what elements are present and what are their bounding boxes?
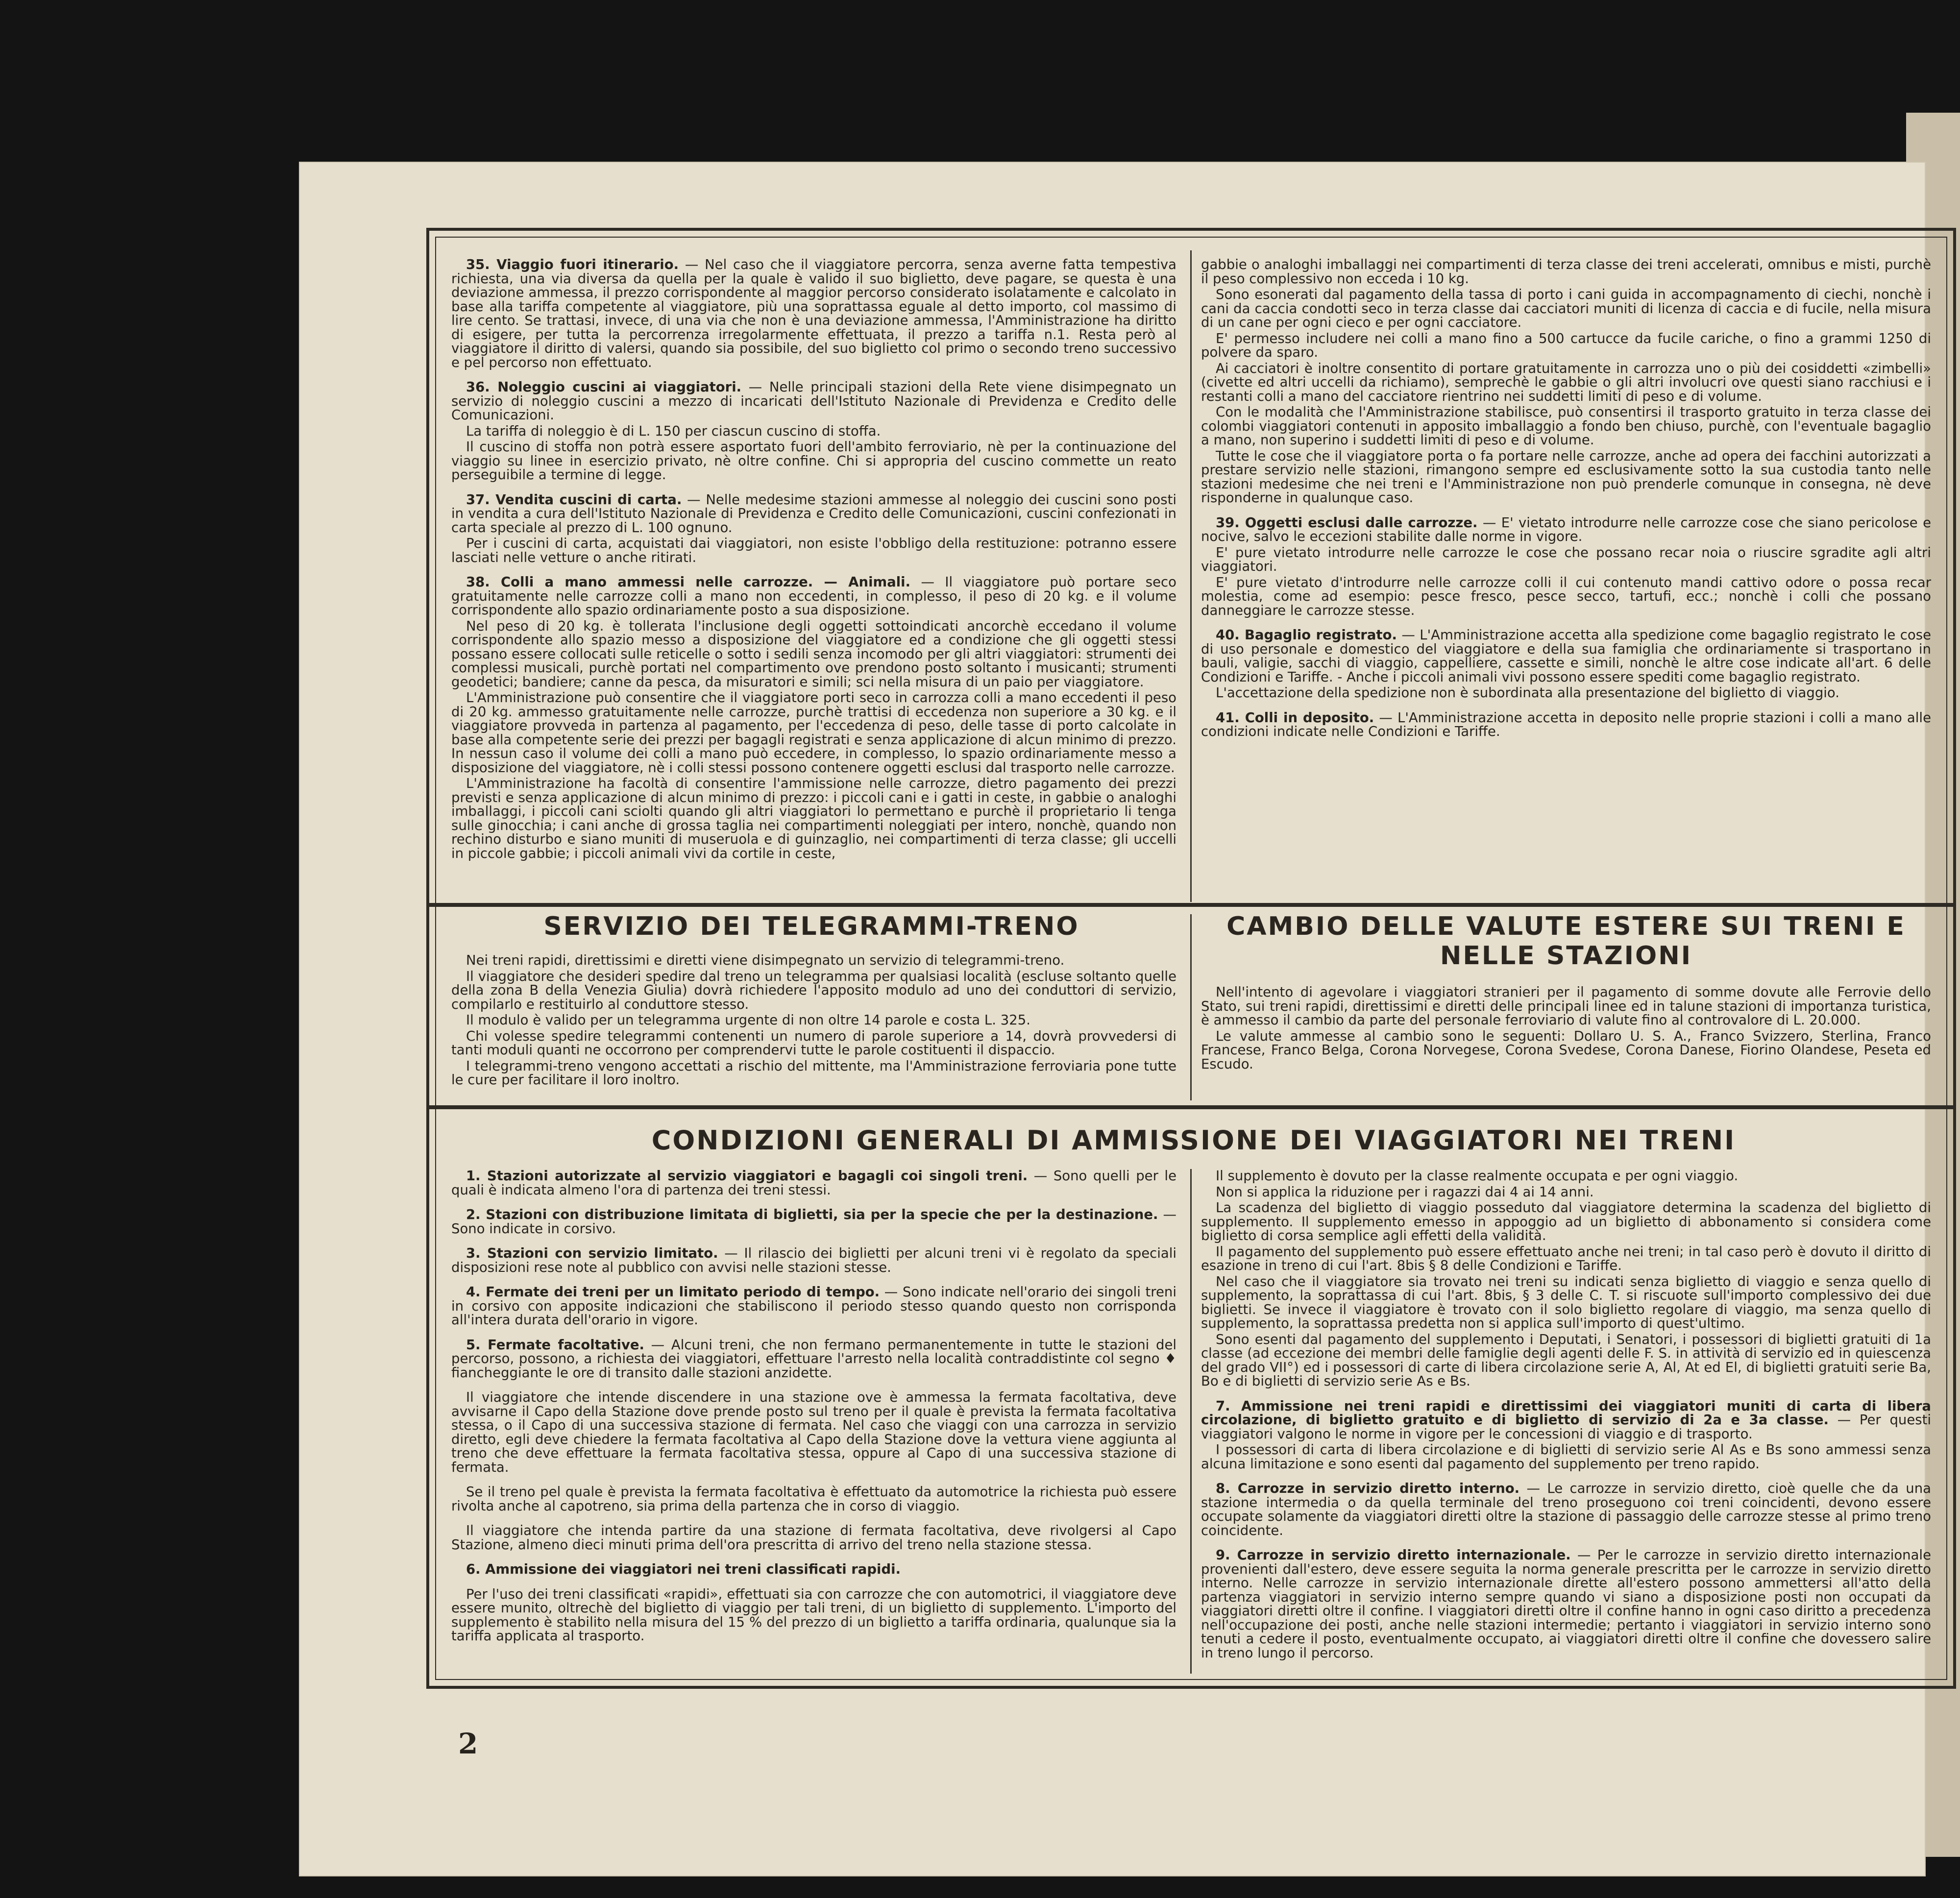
article-text: Ai cacciatori è inoltre consentito di portare gratuitamente in carrozza uno o più dei cosiddetti «zimbelli» (civette ed altri uccelli da richiamo), semprechè le gabbie o gli altri involucri ove questi siano racchiusi e i restanti colli a mano del cacciatore rientrino nei suddetti limiti di peso e di volume. xyxy=(1201,360,1931,404)
body-paragraph: Nei treni rapidi, direttissimi e diretti viene disimpegnato un servizio di telegrammi-treno. xyxy=(466,952,1065,968)
article-text: Non si applica la riduzione per i ragazzi dai 4 ai 14 anni. xyxy=(1216,1184,1594,1200)
article-heading: 36. Noleggio cuscini ai viaggiatori. xyxy=(466,379,742,395)
article-paragraph xyxy=(451,1485,1176,1513)
article-text: — Nel caso che il viaggiatore percorra, senza averne fatta tempestiva richiesta, una via diversa da quella per la quale è valido il suo biglietto, deve pagare, se questa è una deviazione ammessa, il prezzo corrispondente al maggior percorso considerato isolatamente e calcolato in base alla tariffa competente al viaggiatore, più una soprattassa eguale al detto importo, col massimo di lire cento. Se trattasi, invece, di una via che non è una deviazione ammessa, l'Amministrazione ha diritto di esigere, per tutta la percorrenza irregolarmente effettuata, il prezzo a tariffa n.1. Resta però al viaggiatore il diritto di valersi, quando sia possibile, del suo biglietto col primo o secondo treno successivo e pel percorso non effettuato. xyxy=(451,257,1176,370)
article-text: — Sono indicate nell'orario dei singoli treni in corsivo con apposite indicazioni che stabiliscono il periodo stesso quando questo non corrisponda all'intera durata dell'orario in vigore. xyxy=(451,1284,1176,1328)
article-paragraph xyxy=(451,575,1176,617)
article-paragraph xyxy=(451,536,1176,564)
article-paragraph xyxy=(1201,1482,1931,1537)
body-paragraph: Il viaggiatore che desideri spedire dal treno un telegramma per qualsiasi località (escluse soltanto quelle della zona B della Venezia Giulia) dovrà richiedere l'apposito modulo ad uno dei conduttori di servizio, compilarlo e restituirlo al conduttore stesso. xyxy=(451,968,1176,1012)
content-frame xyxy=(426,228,1956,1689)
article-text: L'accettazione della spedizione non è subordinata alla presentazione del biglietto di viaggio. xyxy=(1216,685,1840,701)
article-heading: 37. Vendita cuscini di carta. xyxy=(466,491,682,508)
article-text: — E' vietato introdurre nelle carrozze cose che siano pericolose e nocive, salvo le eccezioni stabilite dalle norme in vigore. xyxy=(1201,514,1931,544)
top-left-column xyxy=(451,258,1176,862)
article-paragraph xyxy=(451,691,1176,775)
article-paragraph xyxy=(1201,258,1931,286)
article-paragraph xyxy=(451,1246,1176,1274)
article-text: — Nelle principali stazioni della Rete viene disimpegnato un servizio di noleggio cuscini a mezzo di incaricati dell'Istituto Nazionale di Previdenza e Credito delle Comunicazioni. xyxy=(451,379,1176,423)
article-text: Per l'uso dei treni classificati «rapidi», effettuati sia con carrozze che con automotrici, il viaggiatore deve essere munito, oltrechè del biglietto di viaggio per tali treni, di un biglietto di supplemento. L'importo del supplemento è stabilito nella misura del 15 % del prezzo di un biglietto a tariffa ordinaria, qualunque sia la tariffa applicata al trasporto. xyxy=(451,1586,1176,1644)
article-text: — L'Amministrazione accetta in deposito nelle proprie stazioni i colli a mano alle condizioni indicate nelle Condizioni e Tariffe. xyxy=(1201,709,1931,739)
article-text: — Il rilascio dei biglietti per alcuni treni vi è regolato da speciali disposizioni rese note al pubblico con avvisi nelle stazioni stesse. xyxy=(451,1245,1177,1275)
article-text: gabbie o analoghi imballaggi nei compartimenti di terza classe dei treni accelerati, omnibus e misti, purchè il peso complessivo non ecceda i 10 kg. xyxy=(1201,257,1931,287)
article-text: E' permesso includere nei colli a mano fino a 500 cartucce da fucile cariche, o fino a grammi 1250 di polvere da sparo. xyxy=(1201,330,1931,360)
article-paragraph xyxy=(1201,449,1931,505)
body-paragraph: Il modulo è valido per un telegramma urgente di non oltre 14 parole e costa L. 325. xyxy=(466,1012,1030,1028)
article-paragraph xyxy=(451,493,1176,535)
column-divider-mid xyxy=(1190,914,1192,1100)
article-paragraph xyxy=(451,1390,1176,1474)
article-text: Il pagamento del supplemento può essere effettuato anche nei treni; in tal caso però è dovuto il diritto di esazione in treno di cui l'art. 8bis § 8 delle Condizioni e Tariffe. xyxy=(1201,1243,1931,1273)
article-heading: 7. Ammissione nei treni rapidi e direttissimi dei viaggiatori muniti di carta di libera circolazione, di biglietto gratuito e di biglietto di servizio di 2a e 3a classe. xyxy=(1201,1398,1931,1428)
article-heading: 2. Stazioni con distribuzione limitata di biglietti, sia per la specie che per la destinazione. xyxy=(466,1207,1158,1222)
article-text: Il cuscino di stoffa non potrà essere asportato fuori dell'ambito ferroviario, nè per la continuazione del viaggio su linee in esercizio privato, nè oltre confine. Chi si appropria del cuscino commette un reato perseguibile a termine di legge. xyxy=(451,439,1176,483)
article-paragraph xyxy=(1201,1548,1931,1660)
article-text: — Per questi viaggiatori valgono le norme in vigore per le concessioni di viaggio e di trasporto. xyxy=(1201,1412,1931,1442)
article-paragraph xyxy=(1201,405,1931,447)
article-text: Se il treno pel quale è prevista la fermata facoltativa è effettuato da automotrice la richiesta può essere rivolta anche al capotreno, sia prima della partenza che in corso di viaggio. xyxy=(451,1484,1176,1514)
article-paragraph xyxy=(1201,1201,1931,1243)
article-text: Sono esenti dal pagamento del supplemento i Deputati, i Senatori, i possessori di biglietti gratuiti di 1a classe (ad eccezione dei membri delle famiglie degli agenti delle F. S. in attività di servizio ed in quiescenza del grado VII°) ed i possessori di carte di libera circolazione serie A, Al, At ed El, di biglietti gratuiti serie Ba, Bo e di biglietti di servizio serie As e Bs. xyxy=(1201,1331,1931,1389)
article-paragraph xyxy=(451,1169,1176,1197)
article-text: Nel peso di 20 kg. è tollerata l'inclusione degli oggetti sottoindicati ancorchè eccedano il volume corrispondente allo spazio messo a disposizione del viaggiatore ed a condizione che gli oggetti stessi possano essere collocati sulle reticelle o sotto i sedili senza incomodo per gli altri viaggiatori: strumenti dei complessi musicali, purchè portati nel compartimento ove prendono posto soltanto i musicanti; strumenti geodetici; bandiere; canne da pesca, da misuratori e simili; sci nella misura di un paio per viaggiatore. xyxy=(451,618,1176,690)
article-paragraph xyxy=(1201,628,1931,684)
page-number: 2 xyxy=(458,1727,478,1760)
article-paragraph xyxy=(1201,1245,1931,1273)
article-paragraph xyxy=(1201,1275,1931,1331)
body-paragraph: I telegrammi-treno vengono accettati a rischio del mittente, ma l'Amministrazione ferroviaria pone tutte le cure per facilitare il loro inoltro. xyxy=(451,1058,1176,1088)
article-heading: 35. Viaggio fuori itinerario. xyxy=(466,257,679,272)
article-text: — Alcuni treni, che non fermano permanentemente in tutte le stazioni del percorso, possono, a richiesta dei viaggiatori, effettuare l'arresto nella località contraddistinte col segno ♦ fiancheggiante le ore di transito dalle stazioni anzidette. xyxy=(451,1337,1177,1381)
article-text: E' pure vietato d'introdurre nelle carrozze colli il cui contenuto mandi cattivo odore o possa recar molestia, come ad esempio: pesce fresco, pesce secco, tartufi, ecc.; nonchè i colli che possano danneggiare le carrozze stesse. xyxy=(1201,574,1931,618)
article-text: La scadenza del biglietto di viaggio posseduto dal viaggiatore determina la scadenza del biglietto di supplemento. Il supplemento emesso in appoggio ad un biglietto di abbonamento si considera come biglietto di corsa semplice agli effetti della validità. xyxy=(1201,1200,1931,1243)
article-paragraph xyxy=(1201,362,1931,404)
article-text: L'Amministrazione ha facoltà di consentire l'ammissione nelle carrozze, dietro pagamento dei prezzi previsti e senza applicazione di alcun minimo di prezzo: i piccoli cani e i gatti in ceste, in gabbie o analoghi imballaggi, i piccoli cani sciolti quando gli altri viaggiatori lo permettano e purchè il proprietario li tenga sulle ginocchia; i cani anche di grossa taglia nei compartimenti noleggiati per intero, nonchè, quando non rechino disturbo e siano muniti di museruola e di guinzaglio, nei compartimenti di terza classe; gli uccelli in piccole gabbie; i piccoli animali vivi da cortile in ceste, xyxy=(451,776,1176,861)
article-text: Il viaggiatore che intenda partire da una stazione di fermata facoltativa, deve rivolgersi al Capo Stazione, almeno dieci minuti prima dell'ora prescritta di arrivo del treno nella stazione stessa. xyxy=(451,1523,1176,1553)
article-paragraph xyxy=(1201,1333,1931,1388)
article-paragraph xyxy=(1201,332,1931,360)
article-text: Tutte le cose che il viaggiatore porta o fa portare nelle carrozze, anche ad opera dei facchini autorizzati a prestare servizio nelle stazioni, rimangono sempre ed esclusivamente sotto la sua custodia tanto nelle stazioni medesime che nei treni e l'Amministrazione non può prenderle comunque in consegna, nè deve risponderne in qualunque caso. xyxy=(1201,448,1931,506)
article-text: — Il viaggiatore può portare seco gratuitamente nelle carrozze colli a mano non eccedenti, in complesso, il peso di 20 kg. e il volume corrispondente allo spazio ordinariamente posto a sua disposizione. xyxy=(451,574,1176,618)
article-paragraph xyxy=(1201,711,1931,739)
column-divider-top xyxy=(1190,250,1192,902)
telegrammi-body xyxy=(451,953,1176,1089)
article-heading: 4. Fermate dei treni per un limitato periodo di tempo. xyxy=(466,1284,880,1300)
article-text: — Sono quelli per le quali è indicata almeno l'ora di partenza dei treni stessi. xyxy=(451,1168,1176,1198)
article-heading: 8. Carrozze in servizio diretto interno. xyxy=(1216,1481,1520,1496)
article-paragraph xyxy=(451,380,1176,422)
article-paragraph xyxy=(451,619,1176,689)
article-text: La tariffa di noleggio è di L. 150 per ciascun cuscino di stoffa. xyxy=(466,423,881,439)
article-paragraph xyxy=(1201,288,1931,330)
article-text: Il supplemento è dovuto per la classe realmente occupata e per ogni viaggio. xyxy=(1216,1168,1739,1184)
article-paragraph xyxy=(1201,1399,1931,1441)
article-paragraph xyxy=(451,440,1176,482)
article-paragraph xyxy=(451,777,1176,860)
article-heading: 39. Oggetti esclusi dalle carrozze. xyxy=(1216,514,1478,531)
article-text: Con le modalità che l'Amministrazione stabilisce, può consentirsi il trasporto gratuito in terza classe dei colombi viaggiatori contenuti in apposito imballaggio a fondo ben chiuso, purchè, con l'eventuale bagaglio a mano, non superino i suddetti limiti di peso e di volume. xyxy=(1201,404,1931,448)
article-paragraph xyxy=(1201,1169,1931,1183)
body-paragraph: Le valute ammesse al cambio sono le seguenti: Dollaro U. S. A., Franco Svizzero, Sterlina, Franco Francese, Franco Belga, Corona Norvegese, Corona Svedese, Corona Danese, Fiorino Olandese, Peseta ed Escudo. xyxy=(1201,1028,1931,1072)
article-paragraph xyxy=(451,1208,1176,1236)
article-text: Il viaggiatore che intende discendere in una stazione ove è ammessa la fermata facoltativa, deve avvisarne il Capo della Stazione dove prende posto sul treno per il quale è prevista la fermata facoltativa stessa, o il Capo di una successiva stazione di fermata. Nel caso che viaggi con una carrozza in servizio diretto, egli deve chiedere la fermata facoltativa al Capo della Stazione dove la vettura viene aggiunta al treno che deve effettuare la fermata facoltativa stessa, oppure al Capo di una successiva stazione di fermata. xyxy=(451,1389,1176,1475)
article-text: — L'Amministrazione accetta alla spedizione come bagaglio registrato le cose di uso personale e domestico del viaggiatore e della sua famiglia che ordinariamente si trasportano in bauli, valigie, sacchi di viaggio, cappelliere, cassette e simili, nonchè le altre cose indicate all'art. 6 delle Condizioni e Tariffe. - Anche i piccoli animali vivi possono essere spediti come bagaglio registrato. xyxy=(1201,627,1931,685)
article-text: — Le carrozze in servizio diretto, cioè quelle che da una stazione intermedia o da quella terminale del treno proseguono coi treni coincidenti, devono essere occupate solamente da viaggiatori diretti oltre la stazione di passaggio delle carrozze stesse al primo treno coincidente. xyxy=(1201,1481,1931,1538)
section-rule-1 xyxy=(429,903,1953,907)
condizioni-title: CONDIZIONI GENERALI DI AMMISSIONE DEI VIAGGIATORI NEI TRENI xyxy=(651,1125,1736,1156)
article-paragraph xyxy=(1201,546,1931,574)
article-heading: 9. Carrozze in servizio diretto internazionale. xyxy=(1216,1547,1571,1563)
article-paragraph xyxy=(1201,1185,1931,1199)
article-text: I possessori di carta di libera circolazione e di biglietti di servizio serie Al As e Bs sono ammessi senza alcuna limitazione e sono esenti dal pagamento del supplemento per treno rapido. xyxy=(1201,1442,1931,1472)
article-paragraph xyxy=(451,1285,1176,1327)
article-paragraph xyxy=(451,1562,1176,1577)
article-heading: 38. Colli a mano ammessi nelle carrozze. — Animali. xyxy=(466,574,911,590)
cambio-body xyxy=(1201,985,1931,1073)
article-paragraph xyxy=(451,1524,1176,1552)
article-text: — Nelle medesime stazioni ammesse al noleggio dei cuscini sono posti in vendita a cura dell'Istituto Nazionale di Previdenza e Credito delle Comunicazioni, cuscini confezionati in carta speciale al prezzo di L. 100 ognuno. xyxy=(451,491,1176,535)
article-heading: 1. Stazioni autorizzate al servizio viaggiatori e bagagli coi singoli treni. xyxy=(466,1168,1028,1184)
article-text: L'Amministrazione può consentire che il viaggiatore porti seco in carrozza colli a mano eccedenti il peso di 20 kg. ammesso gratuitamente nelle carrozze, purchè trattisi di eccedenza non superiore a 30 kg. e il viaggiatore provveda in partenza al pagamento, per l'eccedenza di peso, delle tasse di porto calcolate in base alla competente serie dei prezzi per bagagli registrati e senza applicazione di alcun minimo di prezzo. In nessun caso il volume dei colli a mano può eccedere, in complesso, lo spazio ordinariamente messo a disposizione del viaggiatore, nè i colli stessi possono contenere oggetti esclusi dal trasporto nelle carrozze. xyxy=(451,690,1176,776)
article-text: — Per le carrozze in servizio diretto internazionale provenienti dall'estero, deve essere seguita la norma generale prescritta per le carrozze in servizio diretto interno. Nelle carrozze in servizio internazionale dirette all'estero possono ammettersi all'atto della partenza viaggiatori in servizio interno sempre quando vi siano a disposizione posti non occupati da viaggiatori diretti oltre il confine. I viaggiatori diretti oltre il confine hanno in ogni caso diritto a precedenza nell'occupazione dei posti, anche nelle stazioni intermedie; pertanto i viaggiatori in servizio interno sono tenuti a cedere il posto, eventualmente occupato, ai viaggiatori diretti oltre il confine che dovessero salire in treno lungo il percorso. xyxy=(1201,1547,1931,1661)
body-paragraph: Chi volesse spedire telegrammi contenenti un numero di parole superiore a 14, dovrà provvedersi di tanti moduli quanti ne occorrono per comprendervi tutte le parole costituenti il dispaccio. xyxy=(451,1028,1176,1058)
article-heading: 3. Stazioni con servizio limitato. xyxy=(466,1245,718,1261)
article-paragraph xyxy=(451,258,1176,369)
article-paragraph xyxy=(451,424,1176,438)
article-text: Sono esonerati dal pagamento della tassa di porto i cani guida in accompagnamento di ciechi, nonchè i cani da caccia condotti seco in terza classe dai cacciatori muniti di licenza di caccia e di fucile, nella misura di un cane per ogni cieco e per ogni cacciatore. xyxy=(1201,287,1931,330)
article-heading: 41. Colli in deposito. xyxy=(1216,709,1374,726)
section-rule-2 xyxy=(429,1105,1953,1109)
article-paragraph xyxy=(1201,1443,1931,1471)
body-paragraph: Nell'intento di agevolare i viaggiatori stranieri per il pagamento di somme dovute alle Ferrovie dello Stato, sui treni rapidi, direttissimi e diretti delle principali linee ed in talune stazioni di importanza turistica, è ammesso il cambio da parte del personale ferroviario di valute fino al controvalore di L. 20.000. xyxy=(1201,984,1931,1028)
cambio-title: CAMBIO DELLE VALUTE ESTERE SUI TRENI E NELLE STAZIONI xyxy=(1226,912,1906,971)
article-heading: 6. Ammissione dei viaggiatori nei treni classificati rapidi. xyxy=(466,1561,901,1577)
article-paragraph xyxy=(1201,576,1931,618)
telegrammi-title: SERVIZIO DEI TELEGRAMMI-TRENO xyxy=(543,912,1079,941)
article-heading: 40. Bagaglio registrato. xyxy=(1216,627,1397,643)
condizioni-right-column xyxy=(1201,1169,1931,1662)
article-text: Nel caso che il viaggiatore sia trovato nei treni su indicati senza biglietto di viaggio e senza quello di supplemento, la soprattassa di cui l'art. 8bis, § 3 delle C. T. si riscuote sull'importo complessivo dei due biglietti. Se invece il viaggiatore è trovato con il solo biglietto regolare di viaggio, ma senza quello di supplemento, la soprattassa predetta non si applica sull'importo di quest'ultimo. xyxy=(1201,1273,1931,1331)
article-paragraph xyxy=(451,1587,1176,1643)
article-heading: 5. Fermate facoltative. xyxy=(466,1337,644,1353)
article-paragraph xyxy=(1201,686,1931,700)
article-text: E' pure vietato introdurre nelle carrozze le cose che possano recar noia o riuscire sgradite agli altri viaggiatori. xyxy=(1201,544,1931,574)
article-paragraph xyxy=(451,1338,1176,1380)
article-text: Per i cuscini di carta, acquistati dai viaggiatori, non esiste l'obbligo della restituzione: potranno essere lasciati nelle vetture o anche ritirati. xyxy=(451,535,1176,565)
article-paragraph xyxy=(1201,516,1931,544)
column-divider-bottom xyxy=(1190,1169,1192,1674)
condizioni-left-column xyxy=(451,1169,1176,1645)
top-right-column xyxy=(1201,258,1931,741)
article-text: — Sono indicate in corsivo. xyxy=(451,1207,1176,1237)
